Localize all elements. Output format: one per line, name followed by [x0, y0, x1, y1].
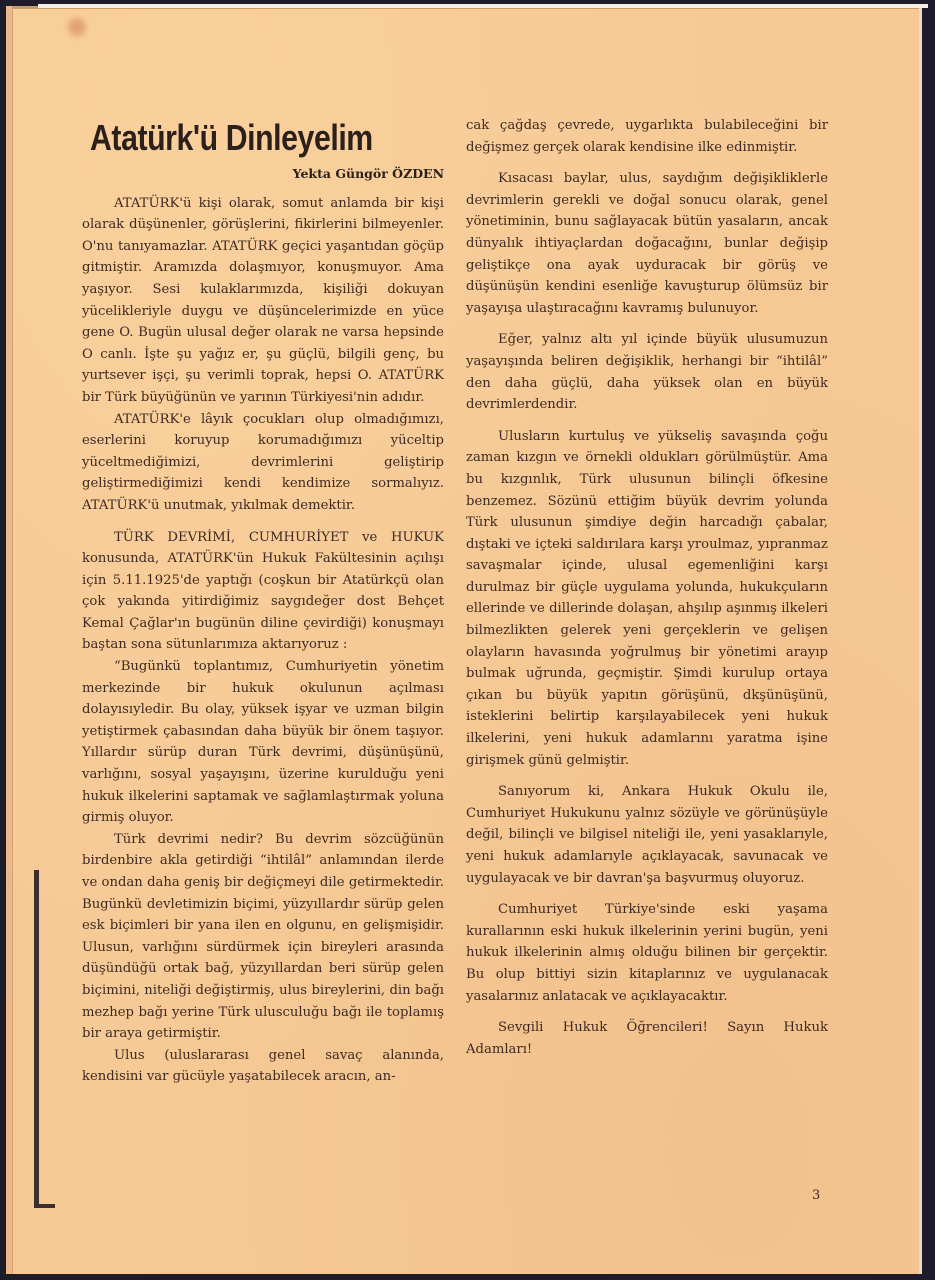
- right-column: [466, 115, 828, 1060]
- paragraph: Eğer, yalnız altı yıl içinde büyük ulusumuzun yaşayışında beliren değişiklik, herhangi bir “ihtilâl” den daha güçlü, daha yüksek olan en büyük devrimlerdendir.: [466, 332, 828, 413]
- paragraph: Ulus (uluslararası genel savaç alanında, kendisini var gücüyle yaşatabilecek aracın, an-: [82, 1047, 444, 1085]
- margin-marker-tick: [38, 1204, 55, 1208]
- paragraph: Kısacası baylar, ulus, saydığım değişikliklerle devrimlerin gerekli ve doğal sonucu olarak, genel yönetiminin, bunu sağlayacak bütün yasaların, ancak dünyalık ihtiyaçlardan doğacağını, bunlar değişip geliştikçe ona ayak uyduracak bir görüş ve düşünüşün kendini esenliğe kavuşturup ölümsüz bir yaşayışa ulaştıracağını kavramış bulunuyor.: [466, 171, 828, 316]
- page-binding-fold: [6, 6, 13, 1274]
- page-top-edge: [38, 4, 928, 8]
- paragraph: Sanıyorum ki, Ankara Hukuk Okulu ile, Cumhuriyet Hukukunu yalnız sözüyle ve görünüşüyle değil, bilinçli ve bilgisel niteliği ile, yeni yasaklarıyle, yeni hukuk adamlarıyle açıklayacak, savunacak ve uygulayacak ve bir davran'şa başvurmuş oluyoruz.: [466, 784, 828, 886]
- paragraph: Ulusların kurtuluş ve yükseliş savaşında çoğu zaman kızgın ve örnekli oldukları görülmüştür. Ama bu kızgınlık, Türk ulusunun bilinçli öfkesine benzemez. Sözünü ettiğim büyük devrim yolunda Türk ulusunun şimdiye değin harcadığı çabalar, dıştaki ve içteki saldırılara karşı yroulmaz, yıpranmaz savaşmalar içinde, ulusal egemenliğini karşı durulmaz bir güçle uygulama yolunda, hukukçuların ellerinde ve dillerinde dolaşan, ahşılıp aşınmış ilkeleri bilmezlikten gelerek yeni gerçeklerin ve gelişen olayların havasında yoğrulmuş bir yönetimi arayıp bulmak uğrunda, geçmiştir. Şimdi kurulup ortaya çıkan bu büyük yapıtın görüşünü, dkşünüşünü, isteklerini belirtip karşılayabilecek yeni hukuk ilkelerini, yeni hukuk adamlarını yaratma işine girişmek günü gelmiştir.: [466, 428, 828, 768]
- margin-marker-bar: [34, 870, 39, 1208]
- paragraph: ATATÜRK'ü kişi olarak, somut anlamda bir kişi olarak düşünenler, görüşlerini, fikirlerini bilmeyenler. O'nu tanıyamazlar. ATATÜRK geçici yaşantıdan göçüp gitmiştir. Aramızda dolaşmıyor, konuşmuyor. Ama yaşıyor. Sesi kulaklarımızda, kişiliği dokuyan yücelikleriyle duygu ve düşüncelerimizde en yüce gene O. Bugün ulusal değer olarak ne varsa hepsinde O canlı. İşte şu yağız er, şu güçlü, bilgili genç, bu yurtsever işçi, şu verimli toprak, hepsi O. ATATÜRK bir Türk büyüğünün ve yarının Türkiyesi'nin adıdır.: [82, 195, 444, 405]
- paragraph: TÜRK DEVRİMİ, CUMHURİYET ve HUKUK konusunda, ATATÜRK'ün Hukuk Fakültesinin açılışı için 5.11.1925'de yaptığı (coşkun bir Atatürkçü olan çok yakında yitirdiğimiz saygıdeğer dost Behçet Kemal Çağlar'ın bugünün diline çevirdiği) konuşmayı baştan sona sütunlarımıza aktarıyoruz :: [82, 529, 444, 653]
- article-author: Yekta Güngör ÖZDEN: [292, 166, 444, 181]
- paragraph: Türk devrimi nedir? Bu devrim sözcüğünün birdenbire akla getirdiği “ihtilâl” anlamından ilerde ve ondan daha geniş bir değiçmeyi dile getirmektedir. Bugünkü devletimizin biçimi, yüzyıllardır sürüp gelen esk biçimleri bir yana ilen en olgunu, en gelişmişidir. Ulusun, varlığını sürdürmek için bireyleri arasında düşündüğü ortak bağ, yüzyıllardan beri sürüp gelen biçimini, niteliği değiştirmiş, ulus bireylerini, din bağı mezhep bağı yerine Türk ulusculuğu bağı ile toplamış bir araya getirmiştir.: [82, 831, 444, 1042]
- paragraph: “Bugünkü toplantımız, Cumhuriyetin yönetim merkezinde bir hukuk okulunun açılması dolayısıyledir. Bu olay, yüksek işyar ve uzman bilgin yetiştirmek çabasından daha büyük bir önem taşıyor. Yıllardır sürüp duran Türk devrimi, düşünüşünü, varlığını, sosyal yaşayışını, üzerine kurulduğu yeni hukuk ilkelerini saptamak ve sağlamlaştırmak yoluna girmiş oluyor.: [82, 659, 444, 826]
- paper-stain: [68, 18, 86, 36]
- page-number: 3: [812, 1188, 821, 1203]
- left-column: [82, 115, 444, 1088]
- paragraph: cak çağdaş çevrede, uygarlıkta bulabileceğini bir değişmez gerçek olarak kendisine ilke edinmiştir.: [466, 118, 828, 155]
- paragraph: Cumhuriyet Türkiye'sinde eski yaşama kurallarının eski hukuk ilkelerinin yerini bugün, yeni hukuk ilkelerinin almış olduğu bilinen bir gerçektir. Bu olup bittiyi sizin kitaplarınız ve uygulanacak yasalarınız anlatacak ve açıklayacaktır.: [466, 902, 828, 1004]
- paragraph: ATATÜRK'e lâyık çocukları olup olmadığımızı, eserlerini koruyup korumadığımızı yüceltip yüceltmediğimizi, devrimlerini geliştirip geliştirmediğimizi kendi kendimize sormalıyız. ATATÜRK'ü unutmak, yıkılmak demektir.: [82, 411, 444, 513]
- paragraph: Sevgili Hukuk Öğrencileri! Sayın Hukuk Adamları!: [466, 1020, 828, 1057]
- article-title: Atatürk'ü Dinleyelim: [90, 117, 373, 158]
